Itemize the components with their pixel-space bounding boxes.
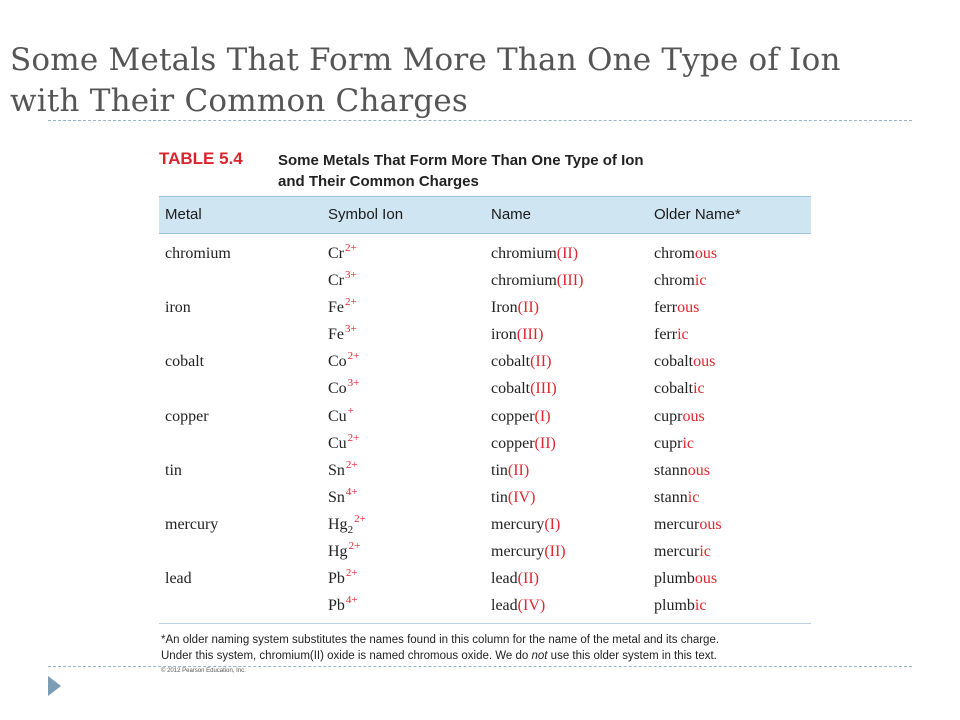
ion-charge: 2+ bbox=[348, 540, 361, 553]
name-charge: (II) bbox=[517, 570, 539, 588]
older-name-base: ferr bbox=[654, 326, 678, 344]
metal-cell: tin bbox=[165, 461, 182, 479]
name-base: lead bbox=[491, 597, 518, 615]
table-header bbox=[159, 196, 811, 234]
older-name-cell bbox=[654, 597, 706, 615]
table-row bbox=[159, 269, 811, 296]
older-name-cell bbox=[654, 245, 717, 263]
symbol-ion-cell bbox=[328, 377, 360, 398]
older-name-base: cobalt bbox=[654, 353, 694, 371]
ion-charge: 2+ bbox=[345, 458, 358, 471]
name-base: lead bbox=[491, 570, 518, 588]
name-charge: (IV) bbox=[507, 488, 536, 506]
symbol-ion-cell bbox=[328, 323, 357, 344]
element-symbol: Hg bbox=[328, 543, 348, 561]
footnote-emphasis: not bbox=[531, 650, 548, 662]
element-symbol: Cu bbox=[328, 434, 347, 452]
name-base: mercury bbox=[491, 543, 545, 561]
older-name-cell bbox=[654, 408, 705, 426]
name-base: tin bbox=[491, 461, 508, 479]
older-name-suffix: ic bbox=[677, 326, 689, 344]
older-name-base: stann bbox=[654, 461, 688, 479]
name-charge: (IV) bbox=[517, 597, 546, 615]
older-name-base: plumb bbox=[654, 570, 695, 588]
table-title-line-1: Some Metals That Form More Than One Type of Ion bbox=[278, 152, 644, 169]
name-cell bbox=[491, 245, 578, 263]
older-name-suffix: ous bbox=[694, 245, 718, 262]
ion-charge: 4+ bbox=[345, 485, 358, 498]
name-base: tin bbox=[491, 488, 508, 506]
table-row bbox=[159, 242, 811, 269]
footnote-line-1: *An older naming system substitutes the names found in this column for the name of the metal and its charge. bbox=[161, 634, 720, 646]
table-title-line-2: and Their Common Charges bbox=[278, 173, 479, 190]
name-cell bbox=[491, 435, 556, 453]
older-name-base: chrom bbox=[654, 245, 695, 262]
older-name-suffix: ic bbox=[682, 434, 694, 452]
name-charge: (II) bbox=[556, 245, 579, 262]
header-metal: Metal bbox=[165, 206, 202, 223]
element-symbol: Co bbox=[328, 380, 347, 398]
older-name-base: ferr bbox=[654, 299, 678, 317]
table-row bbox=[159, 432, 811, 459]
name-charge: (II) bbox=[544, 543, 566, 561]
older-name-suffix: ous bbox=[694, 570, 718, 588]
older-name-suffix: ous bbox=[682, 407, 705, 425]
table-row bbox=[159, 296, 811, 323]
older-name-cell bbox=[654, 380, 705, 398]
ion-charge: 2+ bbox=[354, 512, 366, 525]
older-name-suffix: ous bbox=[693, 353, 716, 371]
ion-charge: 4+ bbox=[345, 594, 358, 607]
table-row bbox=[159, 486, 811, 513]
older-name-base: mercur bbox=[654, 515, 700, 533]
name-cell bbox=[491, 570, 539, 588]
name-charge: (III) bbox=[516, 326, 544, 344]
table-title bbox=[278, 150, 718, 192]
older-name-suffix: ic bbox=[694, 272, 707, 290]
name-charge: (II) bbox=[530, 353, 552, 371]
name-cell bbox=[491, 597, 545, 615]
name-base: copper bbox=[491, 407, 535, 425]
element-symbol: Cu bbox=[328, 407, 347, 425]
ion-charge: 3+ bbox=[345, 269, 357, 282]
name-cell bbox=[491, 380, 557, 398]
table-row bbox=[159, 459, 811, 486]
symbol-ion-cell bbox=[328, 350, 360, 371]
table-body bbox=[159, 242, 811, 621]
bottom-divider bbox=[48, 666, 912, 667]
name-charge: (II) bbox=[517, 299, 539, 317]
name-cell bbox=[491, 489, 535, 507]
header-older-name: Older Name* bbox=[654, 206, 741, 223]
table-number: TABLE 5.4 bbox=[159, 149, 243, 168]
older-name-cell bbox=[654, 516, 722, 534]
older-name-suffix: ic bbox=[693, 380, 705, 398]
name-cell bbox=[491, 326, 543, 344]
symbol-ion-cell bbox=[328, 485, 358, 507]
ion-charge: 2+ bbox=[345, 296, 357, 309]
footnote-line-2 bbox=[161, 648, 821, 664]
name-cell bbox=[491, 272, 583, 290]
element-symbol: Hg bbox=[328, 515, 348, 533]
name-base: mercury bbox=[491, 515, 545, 533]
element-symbol: Co bbox=[328, 353, 347, 371]
element-symbol: Cr bbox=[328, 245, 344, 262]
name-charge: (II) bbox=[507, 461, 530, 479]
older-name-cell bbox=[654, 489, 699, 507]
ion-charge: 3+ bbox=[345, 323, 357, 336]
symbol-ion-cell bbox=[328, 296, 357, 317]
name-base: cobalt bbox=[491, 353, 531, 371]
name-base: chromium bbox=[491, 272, 557, 290]
element-symbol: Sn bbox=[328, 488, 345, 506]
older-name-base: chrom bbox=[654, 272, 695, 290]
older-name-suffix: ous bbox=[687, 461, 711, 479]
older-name-cell bbox=[654, 299, 699, 317]
symbol-ion-cell bbox=[328, 242, 357, 263]
element-symbol: Pb bbox=[328, 597, 345, 615]
older-name-base: cobalt bbox=[654, 380, 694, 398]
ion-charge: 2+ bbox=[345, 567, 358, 580]
metal-cell: copper bbox=[165, 407, 209, 425]
slide-title-line-1: Some Metals That Form More Than One Type of Ion bbox=[10, 42, 841, 78]
name-cell bbox=[491, 408, 551, 426]
table-row bbox=[159, 567, 811, 594]
ion-charge: 2+ bbox=[347, 431, 360, 444]
table-row bbox=[159, 350, 811, 377]
copyright-notice: © 2012 Pearson Education, Inc. bbox=[161, 668, 246, 674]
name-charge: (III) bbox=[530, 380, 557, 398]
table-footnote bbox=[161, 632, 821, 664]
table-row bbox=[159, 377, 811, 404]
table-bottom-rule bbox=[159, 623, 811, 624]
older-name-base: plumb bbox=[654, 597, 695, 615]
name-base: chromium bbox=[491, 245, 557, 262]
element-symbol: Cr bbox=[328, 272, 344, 290]
older-name-base: mercur bbox=[654, 543, 700, 561]
name-charge: (III) bbox=[556, 272, 584, 290]
name-base: copper bbox=[491, 434, 535, 452]
name-cell bbox=[491, 543, 566, 561]
symbol-ion-cell bbox=[328, 269, 357, 290]
symbol-ion-cell bbox=[328, 431, 360, 453]
name-cell bbox=[491, 462, 529, 480]
symbol-ion-cell bbox=[328, 404, 354, 426]
element-symbol: Sn bbox=[328, 461, 345, 479]
name-cell bbox=[491, 299, 539, 317]
name-base: cobalt bbox=[491, 380, 531, 398]
older-name-suffix: ous bbox=[677, 299, 700, 317]
older-name-cell bbox=[654, 353, 715, 371]
element-symbol: Fe bbox=[328, 326, 344, 344]
symbol-ion-cell bbox=[328, 567, 358, 588]
older-name-suffix: ous bbox=[699, 515, 722, 533]
slide-title bbox=[10, 40, 910, 122]
name-charge: (II) bbox=[534, 434, 556, 452]
name-base: iron bbox=[491, 326, 517, 344]
older-name-base: cupr bbox=[654, 434, 683, 452]
name-base: Iron bbox=[491, 299, 518, 317]
header-name: Name bbox=[491, 206, 532, 223]
ion-charge: 3+ bbox=[347, 377, 360, 390]
table-row bbox=[159, 405, 811, 432]
element-symbol: Fe bbox=[328, 299, 344, 317]
table-row bbox=[159, 540, 811, 567]
older-name-cell bbox=[654, 272, 706, 290]
metal-cell: chromium bbox=[165, 245, 231, 262]
footnote-line-2-start: Under this system, chromium(II) oxide is named chromous oxide. We do bbox=[161, 650, 532, 662]
older-name-cell bbox=[654, 435, 694, 453]
metal-cell: iron bbox=[165, 299, 191, 317]
footnote-line-2-end: use this older system in this text. bbox=[547, 650, 717, 662]
older-name-suffix: ic bbox=[699, 543, 711, 561]
metal-cell: lead bbox=[165, 570, 192, 588]
element-symbol: Pb bbox=[328, 570, 345, 588]
older-name-suffix: ic bbox=[694, 597, 707, 615]
name-cell bbox=[491, 353, 551, 371]
older-name-cell bbox=[654, 570, 717, 588]
ion-subscript: 2 bbox=[347, 523, 354, 536]
older-name-base: stann bbox=[654, 488, 688, 506]
header-symbol-ion: Symbol Ion bbox=[328, 206, 404, 223]
slide-title-line-2: with Their Common Charges bbox=[10, 83, 469, 119]
table-row bbox=[159, 594, 811, 621]
table-row bbox=[159, 513, 811, 540]
name-cell bbox=[491, 516, 560, 534]
symbol-ion-cell bbox=[328, 458, 358, 480]
metal-cell: cobalt bbox=[165, 353, 205, 371]
symbol-ion-cell bbox=[328, 540, 361, 561]
table-row bbox=[159, 323, 811, 350]
name-charge: (I) bbox=[534, 407, 551, 425]
older-name-cell bbox=[654, 543, 711, 561]
symbol-ion-cell bbox=[328, 594, 358, 615]
metal-cell: mercury bbox=[165, 515, 219, 533]
older-name-cell bbox=[654, 326, 689, 344]
ion-charge: 2+ bbox=[347, 350, 360, 363]
ion-charge: 2+ bbox=[345, 242, 357, 254]
top-divider bbox=[48, 120, 912, 121]
name-charge: (I) bbox=[544, 515, 561, 533]
older-name-cell bbox=[654, 462, 710, 480]
older-name-base: cupr bbox=[654, 407, 683, 425]
ion-charge: + bbox=[347, 404, 354, 417]
triangle-bullet-icon bbox=[48, 676, 61, 696]
older-name-suffix: ic bbox=[687, 488, 700, 506]
symbol-ion-cell bbox=[328, 512, 366, 536]
